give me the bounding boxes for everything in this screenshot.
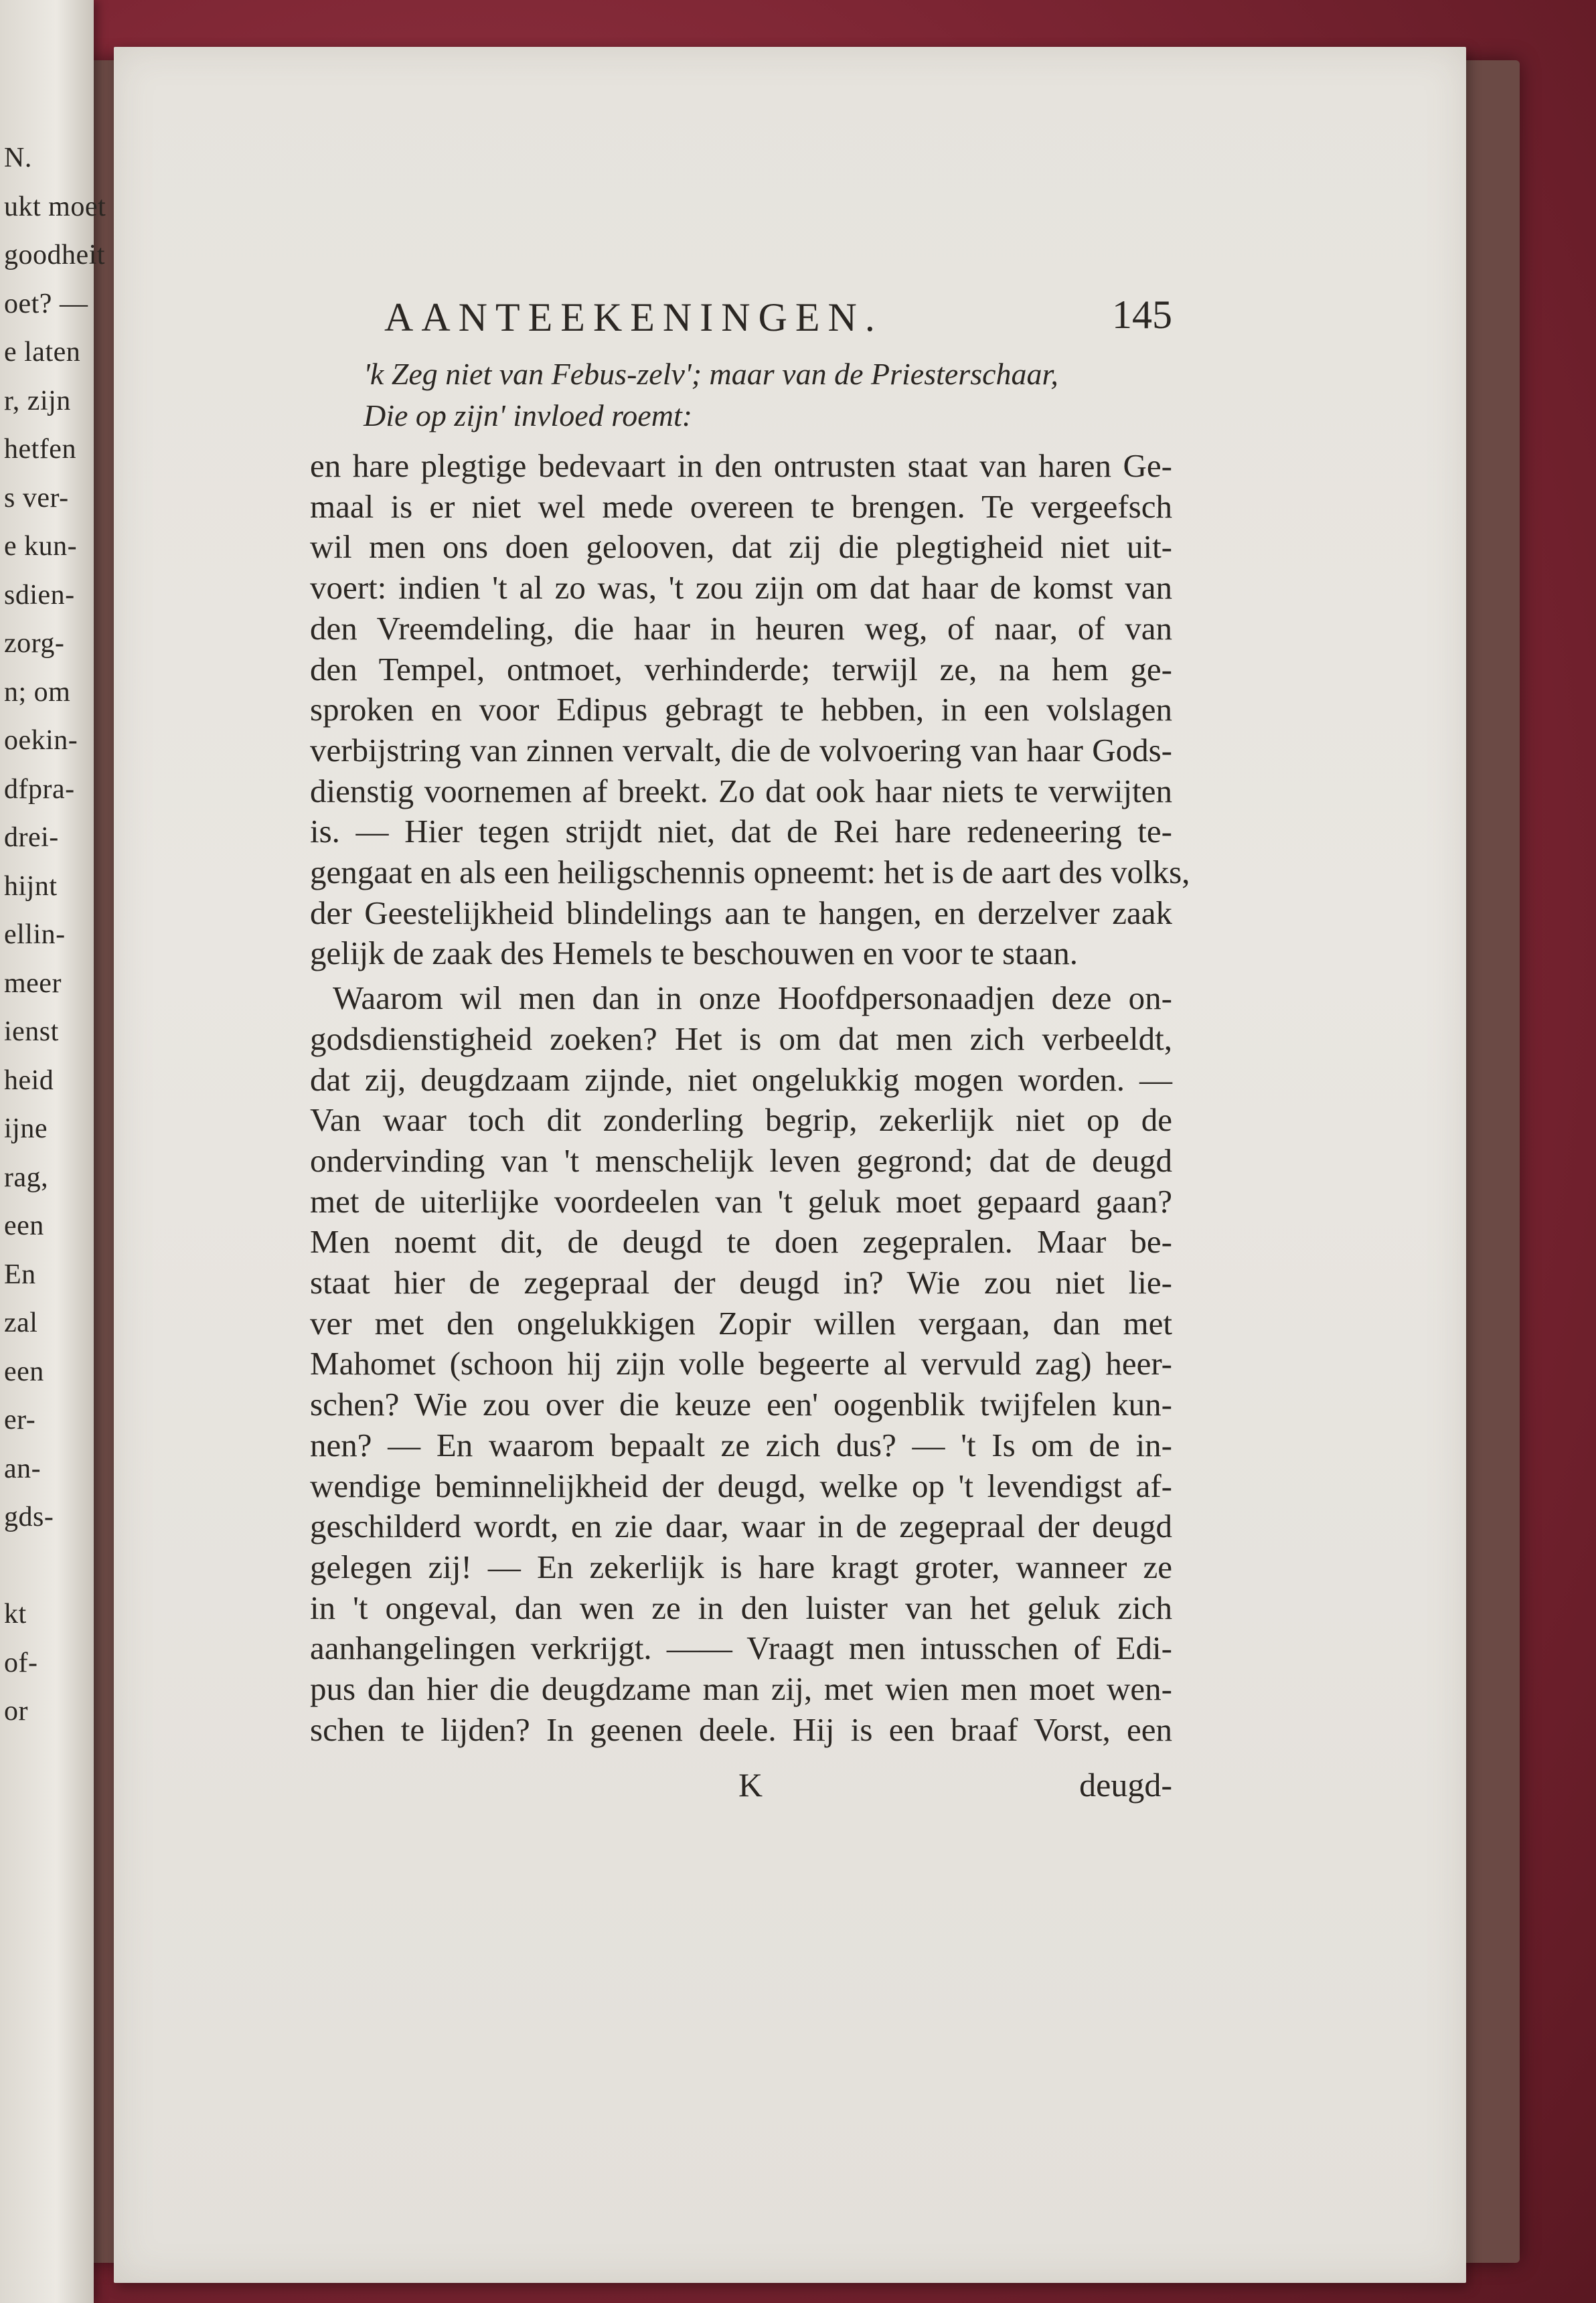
left-fragment: sdien-: [4, 579, 75, 611]
text-line: nen? — En waarom bepaalt ze zich dus? — 't Is om de in-: [310, 1426, 1172, 1463]
left-fragment: n; om: [4, 676, 71, 708]
left-fragment: ijne: [4, 1113, 48, 1144]
text-line: schen te lijden? In geenen deele. Hij is een braaf Vorst, een: [310, 1711, 1172, 1748]
paragraph-1: [310, 446, 1190, 974]
text-line: den Tempel, ontmoet, verhinderde; terwijl ze, na hem ge-: [310, 650, 1172, 688]
text-line: Waarom wil men dan in onze Hoofdpersonaadjen deze on-: [333, 979, 1172, 1017]
left-fragment: gds-: [4, 1502, 54, 1532]
text-line: pus dan hier die deugdzame man zij, met wien men moet wen-: [310, 1670, 1172, 1708]
text-line: Men noemt dit, de deugd te doen zegepralen. Maar be-: [310, 1223, 1172, 1261]
left-fragment: e laten: [4, 337, 81, 368]
left-fragment: meer: [4, 967, 62, 999]
text-line: dat zij, deugdzaam zijnde, niet ongelukkig mogen worden. —: [310, 1060, 1172, 1098]
left-fragment: drei-: [4, 822, 59, 853]
left-fragment: een: [4, 1356, 44, 1387]
left-fragment: goodheit: [4, 240, 105, 270]
left-fragment: rag,: [4, 1162, 49, 1193]
left-page-text-fragments: [4, 134, 106, 1736]
text-line: Mahomet (schoon hij zijn volle begeerte al vervuld zag) heer-: [310, 1345, 1172, 1382]
left-fragment: oet? —: [4, 288, 88, 319]
text-line: gengaat en als een heiligschennis opneemt: het is de aart des volks,: [310, 854, 1190, 891]
left-fragment: oekin-: [4, 725, 78, 756]
left-fragment: an-: [4, 1453, 42, 1484]
page-header: [310, 268, 1172, 341]
left-fragment: dfpra-: [4, 773, 75, 805]
left-fragment: heid: [4, 1064, 54, 1096]
left-fragment: ellin-: [4, 919, 66, 950]
catchword: deugd-: [1079, 1765, 1172, 1804]
left-fragment: s ver-: [4, 482, 69, 513]
left-fragment: ukt moet: [4, 191, 106, 222]
text-line: der Geestelijkheid blindelings aan te hangen, en derzelver zaak: [310, 894, 1172, 931]
page-footer: [310, 1765, 1172, 1812]
verse-quote: [310, 353, 1172, 436]
left-fragment: or: [4, 1696, 28, 1727]
left-fragment: zorg-: [4, 628, 65, 659]
left-page-edge: [0, 0, 106, 2303]
text-line: wendige beminnelijkheid der deugd, welke op 't levendigst af-: [310, 1467, 1172, 1504]
page-text-block: [310, 268, 1190, 1812]
running-head: AANTEEKENINGEN.: [384, 295, 883, 339]
left-fragment: e kun-: [4, 531, 78, 562]
text-line: den Vreemdeling, die haar in heuren weg, of naar, of van: [310, 609, 1172, 647]
text-line: schen? Wie zou over die keuze een' oogenblik twijfelen kun-: [310, 1386, 1172, 1423]
left-fragment: ienst: [4, 1016, 59, 1047]
text-line: geschilderd wordt, en zie daar, waar in de zegepraal der deugd: [310, 1508, 1172, 1545]
text-line: ver met den ongelukkigen Zopir willen vergaan, dan met: [310, 1304, 1172, 1342]
text-line: aanhangelingen verkrijgt. —— Vraagt men intusschen of Edi-: [310, 1630, 1172, 1667]
left-fragment: [4, 1542, 94, 1591]
left-fragment: hetfen: [4, 434, 76, 465]
left-fragment: hijnt: [4, 870, 58, 902]
left-fragment: er-: [4, 1405, 36, 1435]
left-fragment: een: [4, 1210, 44, 1241]
text-line: gelegen zij! — En zekerlijk is hare kragt groter, wanneer ze: [310, 1548, 1172, 1585]
text-line: voert: indien 't al zo was, 't zou zijn om dat haar de komst van: [310, 569, 1172, 607]
left-fragment: En: [4, 1259, 36, 1290]
text-line: maal is er niet wel mede overeen te brengen. Te vergeefsch: [310, 487, 1172, 525]
left-fragment: N.: [4, 143, 32, 173]
book-page: [114, 47, 1466, 2283]
text-line: staat hier de zegepraal der deugd in? Wie zou niet lie-: [310, 1264, 1172, 1301]
verse-line: 'k Zeg niet van Febus-zelv'; maar van de Priesterschaar,: [364, 357, 1058, 391]
left-fragment: of-: [4, 1647, 38, 1678]
left-fragment: kt: [4, 1599, 27, 1630]
left-fragment: zal: [4, 1307, 38, 1338]
signature-mark: K: [738, 1765, 763, 1804]
text-line: is. — Hier tegen strijdt niet, dat de Rei hare redeneering te-: [310, 813, 1172, 850]
left-fragment: r, zijn: [4, 385, 71, 416]
text-line: sproken en voor Edipus gebragt te hebben, in een volslagen: [310, 691, 1172, 728]
text-line: en hare plegtige bedevaart in den ontrusten staat van haren Ge-: [310, 447, 1172, 484]
text-line: gelijk de zaak des Hemels te beschouwen en voor te staan.: [310, 935, 1079, 972]
text-line: Van waar toch dit zonderling begrip, zekerlijk niet op de: [310, 1101, 1172, 1139]
text-line: in 't ongeval, dan wen ze in den luister van het geluk zich: [310, 1589, 1172, 1626]
text-line: dienstig voornemen af breekt. Zo dat ook haar niets te verwijten: [310, 772, 1172, 809]
text-line: godsdienstigheid zoeken? Het is om dat men zich verbeeldt,: [310, 1020, 1172, 1057]
text-line: wil men ons doen gelooven, dat zij die plegtigheid niet uit-: [310, 528, 1172, 566]
verse-line: Die op zijn' invloed roemt:: [364, 398, 693, 432]
page-number: 145: [1112, 293, 1172, 337]
paragraph-2: [310, 978, 1172, 1750]
text-line: ondervinding van 't menschelijk leven gegrond; dat de deugd: [310, 1141, 1172, 1179]
text-line: met de uiterlijke voordeelen van 't geluk moet gepaard gaan?: [310, 1182, 1172, 1220]
text-line: verbijstring van zinnen vervalt, die de volvoering van haar Gods-: [310, 731, 1172, 769]
